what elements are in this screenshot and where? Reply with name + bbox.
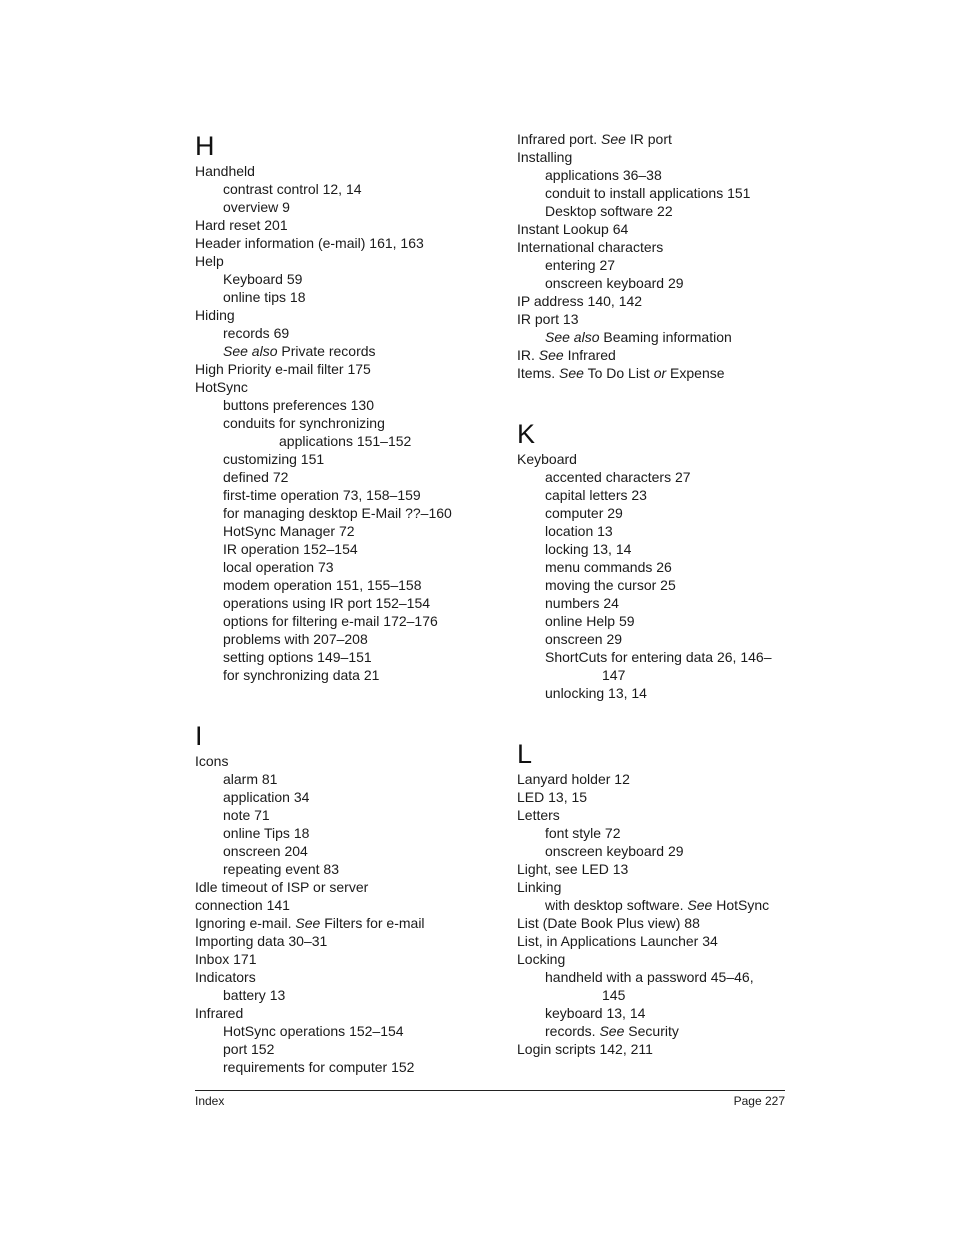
index-text: Handheld [195, 163, 255, 179]
index-subentry [517, 468, 807, 486]
index-entry [517, 364, 807, 382]
index-subentry [195, 270, 495, 288]
index-text: setting options 149–151 [223, 649, 372, 665]
index-subentry [195, 1040, 495, 1058]
index-text: records. [545, 1023, 600, 1039]
index-subentry [195, 860, 495, 878]
index-subentry [517, 576, 807, 594]
index-text: unlocking 13, 14 [545, 685, 647, 701]
cross-reference-term: See [295, 915, 321, 931]
index-entry [517, 950, 807, 968]
index-text: Icons [195, 753, 229, 769]
index-text: Inbox 171 [195, 951, 257, 967]
index-text: IR operation 152–154 [223, 541, 358, 557]
index-subentry [195, 558, 495, 576]
index-entry [517, 292, 807, 310]
index-text: overview 9 [223, 199, 290, 215]
index-text: application 34 [223, 789, 310, 805]
index-text: defined 72 [223, 469, 289, 485]
index-subentry [195, 788, 495, 806]
footer-page-number: Page 227 [733, 1094, 785, 1108]
footer-section-label: Index [195, 1094, 225, 1108]
index-text: Help [195, 253, 224, 269]
index-text: customizing 151 [223, 451, 325, 467]
index-text: online Tips 18 [223, 825, 310, 841]
index-text: records 69 [223, 325, 290, 341]
index-text: High Priority e-mail filter 175 [195, 361, 371, 377]
index-subentry [195, 288, 495, 306]
index-text: HotSync [712, 897, 770, 913]
index-subentry [195, 648, 495, 666]
cross-reference-term: See [687, 897, 713, 913]
index-subentry [517, 486, 807, 504]
index-text: handheld with a password 45–46, [545, 969, 754, 985]
index-entry [517, 914, 807, 932]
index-subentry [195, 504, 495, 522]
index-subentry [195, 180, 495, 198]
index-text: IR. [517, 347, 539, 363]
index-text: Letters [517, 807, 560, 823]
index-subentry [195, 468, 495, 486]
index-text: online Help 59 [545, 613, 635, 629]
section-gap [517, 382, 807, 418]
index-entry [195, 914, 495, 932]
index-text: contrast control 12, 14 [223, 181, 362, 197]
index-text: List, in Applications Launcher 34 [517, 933, 718, 949]
index-text: first-time operation 73, 158–159 [223, 487, 421, 503]
index-subentry [517, 842, 807, 860]
index-text: Header information (e-mail) 161, 163 [195, 235, 424, 251]
index-subentry [195, 396, 495, 414]
index-subentry [517, 558, 807, 576]
index-text: alarm 81 [223, 771, 278, 787]
index-text: buttons preferences 130 [223, 397, 374, 413]
index-column-left [195, 130, 495, 1076]
index-text: connection 141 [195, 897, 290, 913]
index-text: Importing data 30–31 [195, 933, 328, 949]
index-entry [517, 932, 807, 950]
index-text: for managing desktop E-Mail ??–160 [223, 505, 452, 521]
index-text: ShortCuts for entering data 26, 146– [545, 649, 772, 665]
index-text: accented characters 27 [545, 469, 691, 485]
cross-reference-term: See [599, 1023, 625, 1039]
index-entry [517, 220, 807, 238]
index-subentry [517, 166, 807, 184]
index-text: Indicators [195, 969, 256, 985]
index-subentry [195, 612, 495, 630]
index-subentry [517, 184, 807, 202]
index-subentry [517, 202, 807, 220]
index-entry [517, 1040, 807, 1058]
index-text: Instant Lookup 64 [517, 221, 629, 237]
index-text: LED 13, 15 [517, 789, 588, 805]
index-text: operations using IR port 152–154 [223, 595, 431, 611]
index-subentry [517, 594, 807, 612]
index-text: onscreen keyboard 29 [545, 843, 684, 859]
index-text: HotSync Manager 72 [223, 523, 355, 539]
index-subentry [195, 1058, 495, 1076]
index-text: Keyboard 59 [223, 271, 303, 287]
index-subentry [195, 630, 495, 648]
index-text: onscreen 29 [545, 631, 623, 647]
index-text: IP address 140, 142 [517, 293, 643, 309]
index-subentry [195, 414, 495, 432]
index-text: International characters [517, 239, 664, 255]
index-subentry [195, 986, 495, 1004]
index-text: Beaming information [599, 329, 732, 345]
index-subentry [517, 630, 807, 648]
index-entry [195, 378, 495, 396]
index-text: onscreen 204 [223, 843, 308, 859]
index-column-right [517, 130, 807, 1058]
cross-reference-term: See also [223, 343, 278, 359]
index-subentry [517, 824, 807, 842]
index-text: locking 13, 14 [545, 541, 632, 557]
cross-reference-term: or [653, 365, 667, 381]
index-text: Lanyard holder 12 [517, 771, 630, 787]
index-subentry [517, 612, 807, 630]
index-text: IR port 13 [517, 311, 579, 327]
index-text: port 152 [223, 1041, 275, 1057]
index-text: entering 27 [545, 257, 616, 273]
index-text: Keyboard [517, 451, 577, 467]
index-text: To Do List [583, 365, 654, 381]
index-text: Locking [517, 951, 566, 967]
index-subentry [195, 770, 495, 788]
index-entry [517, 310, 807, 328]
index-text: requirements for computer 152 [223, 1059, 415, 1075]
index-text: Filters for e-mail [320, 915, 425, 931]
index-entry [517, 788, 807, 806]
index-entry [195, 752, 495, 770]
index-text: Login scripts 142, 211 [517, 1041, 653, 1057]
index-text: for synchronizing data 21 [223, 667, 380, 683]
index-subentry [195, 594, 495, 612]
index-text: options for filtering e-mail 172–176 [223, 613, 438, 629]
index-subentry [195, 522, 495, 540]
index-subentry [517, 968, 807, 986]
index-subentry [195, 486, 495, 504]
index-subentry [517, 896, 807, 914]
index-entry [195, 216, 495, 234]
index-subentry [517, 684, 807, 702]
index-text: online tips 18 [223, 289, 306, 305]
index-text: Light, see LED 13 [517, 861, 629, 877]
index-text: problems with 207–208 [223, 631, 368, 647]
index-text: Linking [517, 879, 562, 895]
index-text: capital letters 23 [545, 487, 647, 503]
index-entry [517, 238, 807, 256]
index-entry [517, 450, 807, 468]
index-entry [195, 360, 495, 378]
index-text: keyboard 13, 14 [545, 1005, 646, 1021]
index-text: Infrared [195, 1005, 244, 1021]
cross-reference-term: See [559, 365, 584, 381]
index-subentry [517, 522, 807, 540]
index-subentry [517, 328, 807, 346]
cross-reference-term: See [601, 131, 626, 147]
index-entry [195, 252, 495, 270]
index-text: Hiding [195, 307, 235, 323]
index-text: applications 36–38 [545, 167, 662, 183]
index-subentry [195, 806, 495, 824]
index-entry [517, 346, 807, 364]
index-subentry [517, 274, 807, 292]
index-text: IR port [625, 131, 672, 147]
cross-reference-term: See also [545, 329, 600, 345]
index-entry [517, 130, 807, 148]
index-text: font style 72 [545, 825, 621, 841]
index-subentry [517, 504, 807, 522]
index-subentry [195, 576, 495, 594]
index-text: moving the cursor 25 [545, 577, 676, 593]
index-subentry [195, 666, 495, 684]
index-section-letter: H [195, 131, 215, 161]
section-gap [517, 702, 807, 738]
index-entry [195, 306, 495, 324]
index-subentry [195, 342, 495, 360]
index-text: numbers 24 [545, 595, 619, 611]
index-text: Expense [666, 365, 725, 381]
index-section-letter: L [517, 739, 533, 769]
index-subentry [195, 324, 495, 342]
index-text: applications 151–152 [279, 433, 412, 449]
index-text: conduits for synchronizing [223, 415, 385, 431]
index-text: modem operation 151, 155–158 [223, 577, 422, 593]
index-text: local operation 73 [223, 559, 334, 575]
index-subentry [517, 1022, 807, 1040]
index-text: note 71 [223, 807, 270, 823]
index-text: repeating event 83 [223, 861, 339, 877]
index-text: conduit to install applications 151 [545, 185, 751, 201]
index-text: HotSync [195, 379, 248, 395]
section-gap [195, 684, 495, 720]
index-subentry [517, 256, 807, 274]
index-subentry [517, 540, 807, 558]
index-text: 145 [602, 987, 626, 1003]
index-subentry [195, 198, 495, 216]
index-text: Desktop software 22 [545, 203, 673, 219]
index-section-letter: I [195, 721, 203, 751]
index-subentry [517, 986, 807, 1004]
index-subentry [195, 540, 495, 558]
index-entry [195, 162, 495, 180]
index-section-letter: K [517, 419, 536, 449]
footer-rule [195, 1090, 785, 1091]
index-entry [517, 878, 807, 896]
index-entry [195, 234, 495, 252]
index-text: onscreen keyboard 29 [545, 275, 684, 291]
index-text: HotSync operations 152–154 [223, 1023, 404, 1039]
index-entry [517, 148, 807, 166]
cross-reference-term: See [538, 347, 564, 363]
index-text: Installing [517, 149, 573, 165]
index-text: battery 13 [223, 987, 286, 1003]
index-subentry [195, 450, 495, 468]
index-text: Security [624, 1023, 679, 1039]
index-subentry [517, 666, 807, 684]
index-entry [517, 860, 807, 878]
index-text: List (Date Book Plus view) 88 [517, 915, 700, 931]
index-entry [195, 896, 495, 914]
index-text: computer 29 [545, 505, 623, 521]
index-text: 147 [602, 667, 626, 683]
index-text: Infrared port. [517, 131, 602, 147]
index-text: Ignoring e-mail. [195, 915, 296, 931]
index-entry [195, 950, 495, 968]
index-text: Infrared [563, 347, 616, 363]
index-subentry [195, 824, 495, 842]
index-text: Idle timeout of ISP or server [195, 879, 369, 895]
index-entry [195, 878, 495, 896]
index-text: Hard reset 201 [195, 217, 288, 233]
index-subentry [195, 432, 495, 450]
index-subentry [195, 842, 495, 860]
index-text: Private records [277, 343, 376, 359]
index-entry [517, 770, 807, 788]
index-entry [195, 1004, 495, 1022]
index-text: Items. [517, 365, 560, 381]
index-text: with desktop software. [545, 897, 688, 913]
index-text: menu commands 26 [545, 559, 672, 575]
index-text: location 13 [545, 523, 613, 539]
index-entry [195, 932, 495, 950]
index-subentry [517, 648, 807, 666]
index-entry [517, 806, 807, 824]
index-subentry [195, 1022, 495, 1040]
index-entry [195, 968, 495, 986]
index-subentry [517, 1004, 807, 1022]
